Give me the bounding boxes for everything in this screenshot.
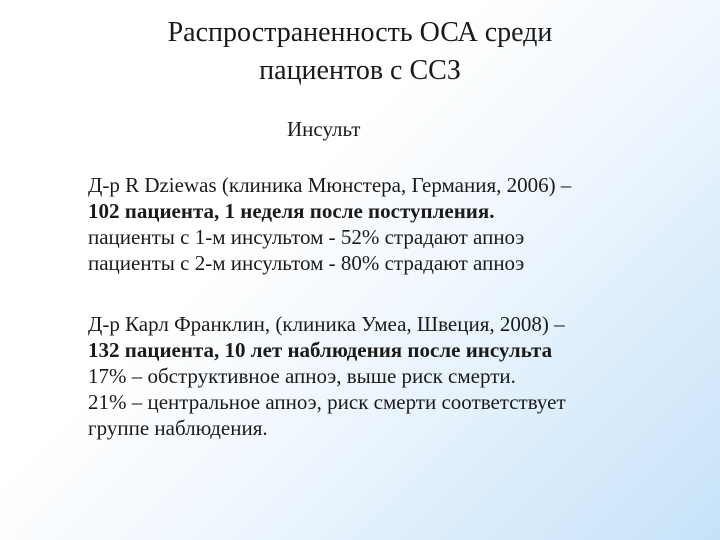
study-2-finding-1: 17% – обструктивное апноэ, выше риск смерти. <box>88 364 516 388</box>
study-2-author: Д-р Карл Франклин, (клиника Умеа, Швеция, 2008) – <box>88 312 565 336</box>
section-subtitle: Инсульт <box>287 117 361 141</box>
study-2-finding-2: 21% – центральное апноэ, риск смерти соответствует <box>88 390 566 414</box>
study-2-cohort: 132 пациента, 10 лет наблюдения после инсульта <box>88 338 553 362</box>
study-1-cohort: 102 пациента, 1 неделя после поступления. <box>88 199 495 223</box>
study-block-1 <box>88 172 688 276</box>
study-1-finding-2: пациенты с 2-м инсультом - 80% страдают апноэ <box>88 251 525 275</box>
study-block-2 <box>88 311 688 441</box>
study-1-author: Д-р R Dziewas (клиника Мюнстера, Германия, 2006) – <box>88 173 572 197</box>
slide-title <box>100 14 620 90</box>
study-1-finding-1: пациенты с 1-м инсультом - 52% страдают апноэ <box>88 225 525 249</box>
title-line-2: пациентов с ССЗ <box>259 55 461 86</box>
title-line-1: Распространенность ОСА среди <box>167 17 553 48</box>
study-2-finding-2-continued: группе наблюдения. <box>88 416 268 440</box>
